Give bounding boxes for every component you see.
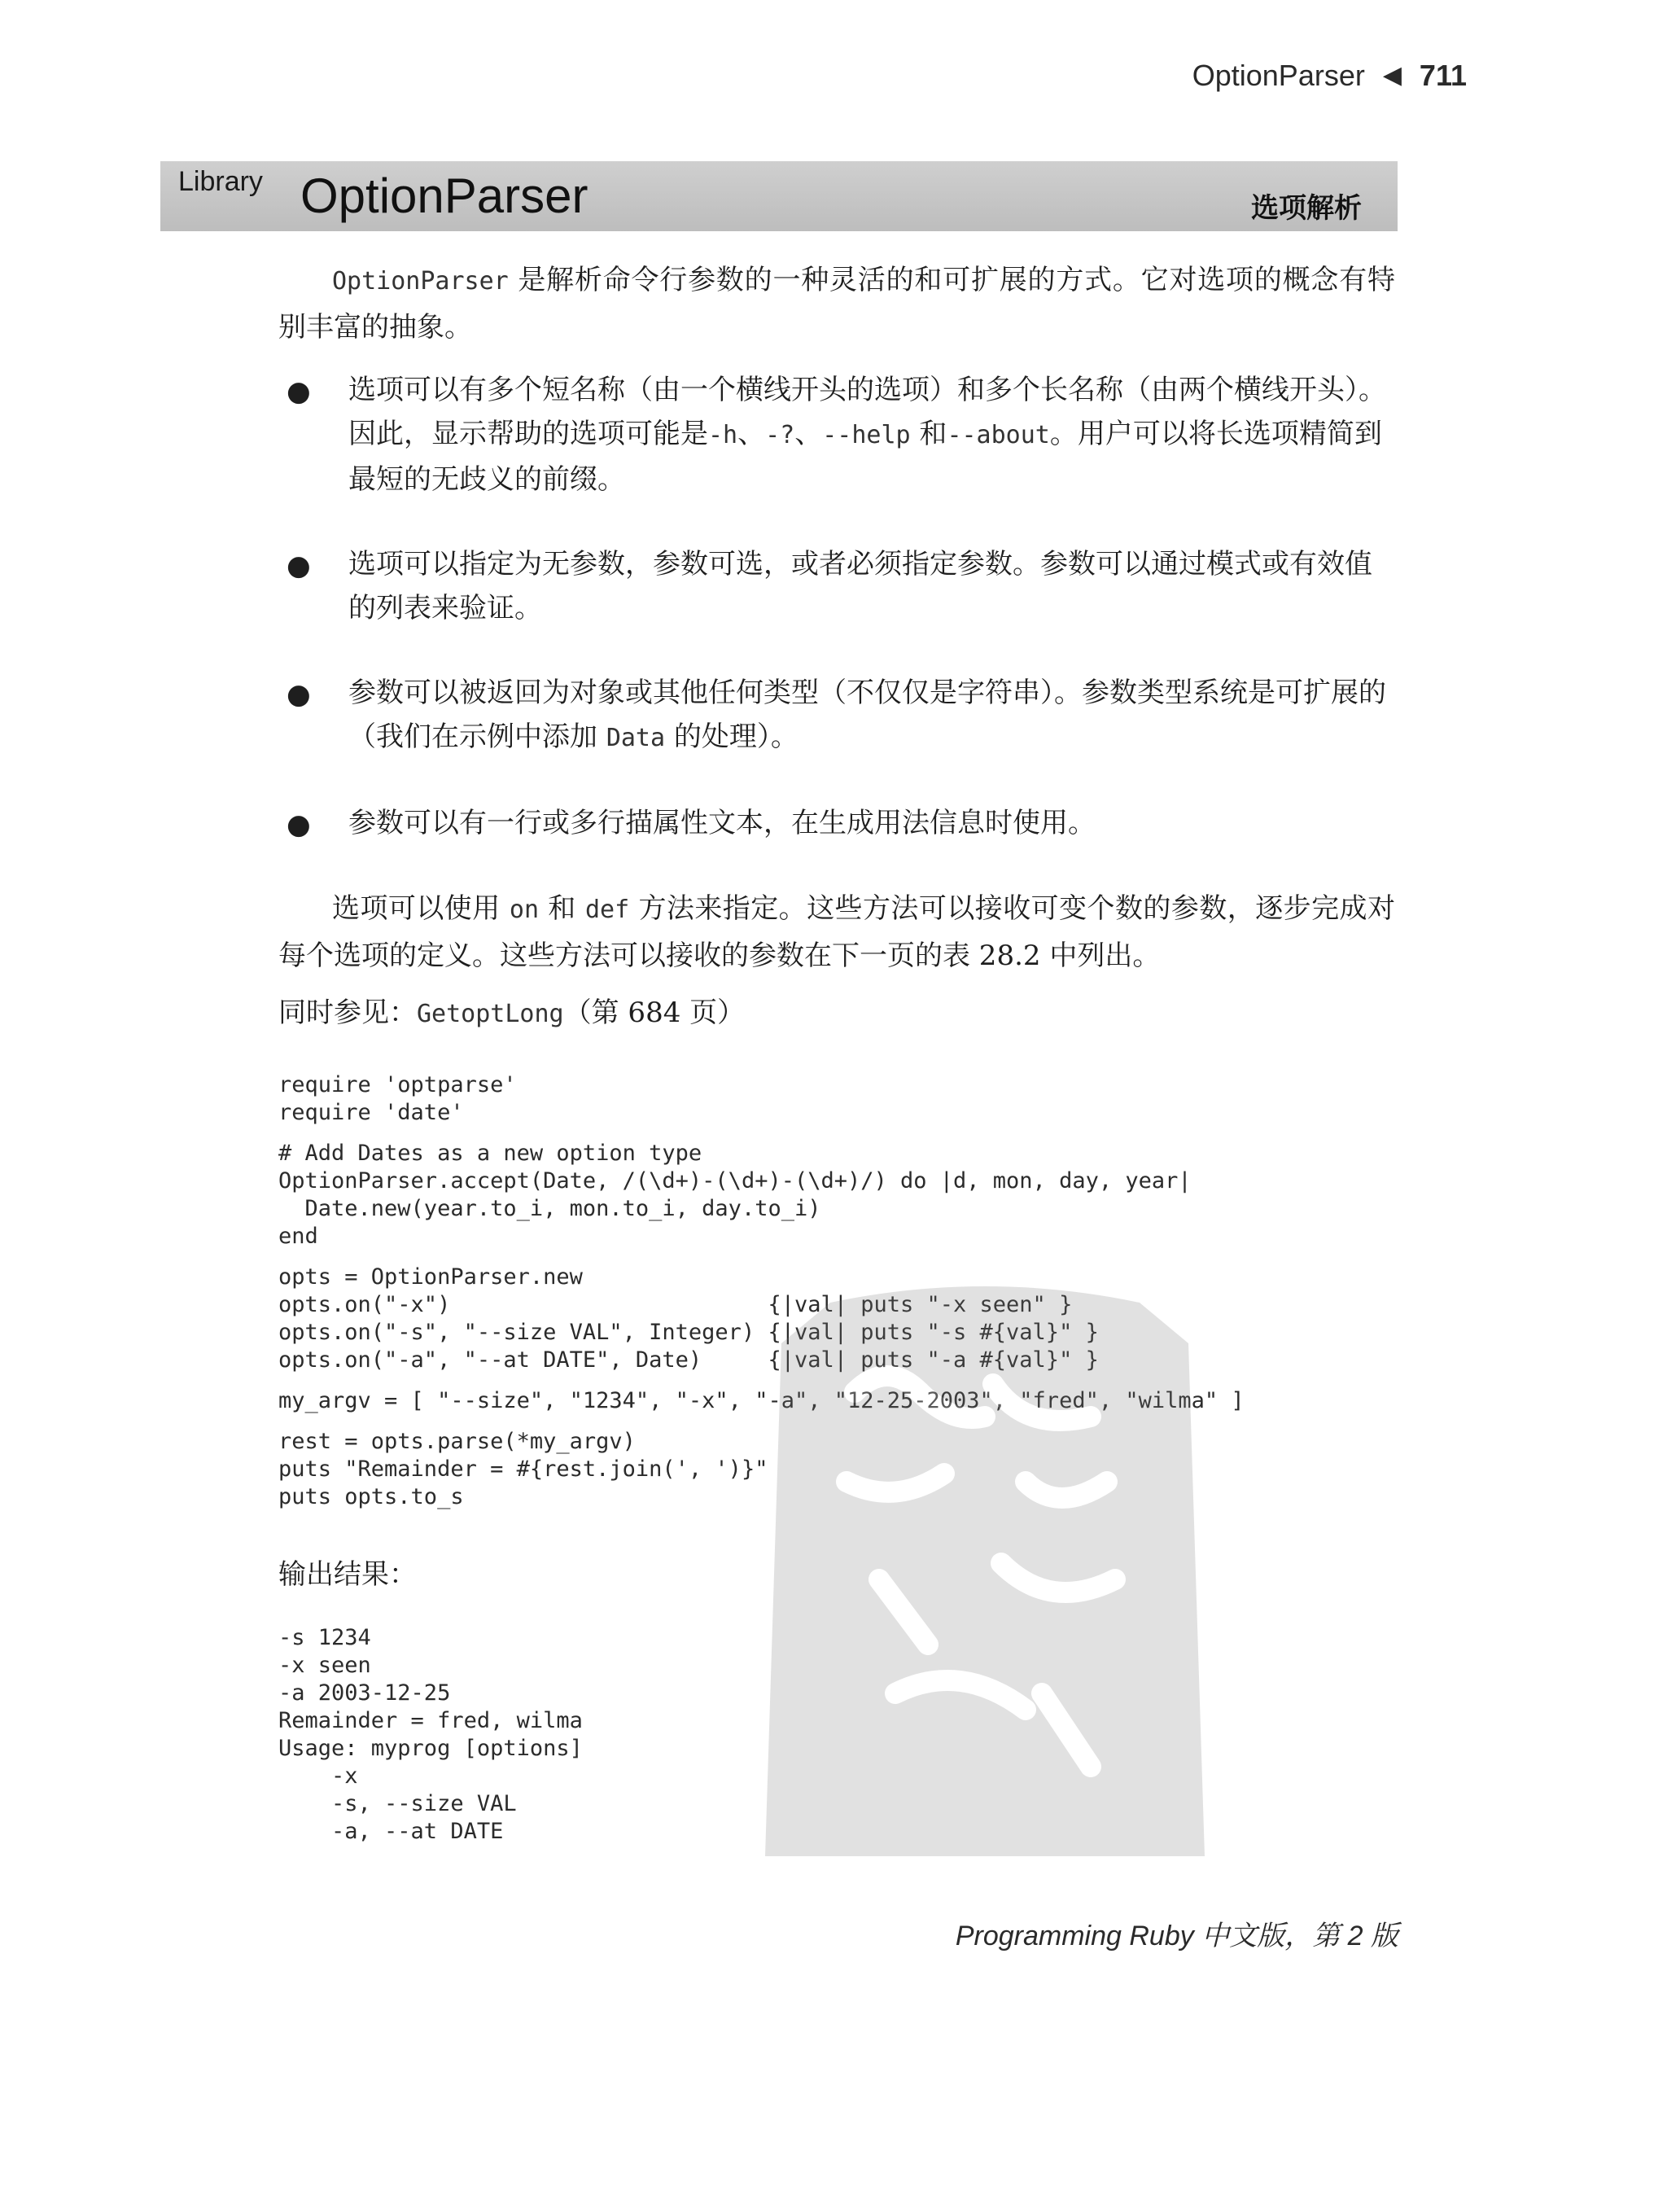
section-subtitle: 选项解析	[1251, 192, 1362, 225]
bullet-icon: ●	[287, 550, 311, 582]
see-also: 同时参见：GetoptLong（第 684 页）	[278, 996, 746, 1029]
output-listing: -s 1234 -x seen -a 2003-12-25 Remainder = fred, wilma Usage: myprog [options] -x -s, --size VAL -a, --at DATE	[278, 1625, 583, 1844]
running-header-title: OptionParser	[1192, 59, 1365, 92]
section-title: OptionParser	[300, 169, 588, 223]
inline-code: OptionParser	[332, 267, 509, 296]
code-parse: rest = opts.parse(*my_argv) puts "Remainder = #{rest.join(', ')}" puts opts.to_s	[278, 1429, 768, 1509]
running-header	[1192, 59, 1467, 93]
bullet-icon: ●	[287, 678, 311, 711]
intro-text: 是解析命令行参数的一种灵活的和可扩展的方式。它对选项的概念有特别丰富的抽象。	[278, 264, 1395, 344]
list-item: ● 选项可以指定为无参数，参数可选，或者必须指定参数。参数可以通过模式或有效值的列表来验证。	[278, 542, 1395, 630]
section-banner	[160, 161, 1398, 231]
code-requires: require 'optparse' require 'date'	[278, 1072, 517, 1125]
bullet-icon: ●	[287, 808, 311, 841]
code-options: opts = OptionParser.new opts.on("-x") {|val| puts "-x seen" } opts.on("-s", "--size VAL", Integer) {|val| puts "-s #{val}" } opts.on("-a", "--at DATE", Date) {|val| puts "-a #{val}" }	[278, 1264, 1099, 1373]
list-item: ● 参数可以被返回为对象或其他任何类型（不仅仅是字符串）。参数类型系统是可扩展的（我们在示例中添加 Data 的处理）。	[278, 671, 1395, 760]
code-listing	[278, 1071, 1395, 1511]
list-item: ● 选项可以有多个短名称（由一个横线开头的选项）和多个长名称（由两个横线开头）。因此，显示帮助的选项可能是-h、-?、--help 和--about。用户可以将长选项精简到最短的无歧义的前缀。	[278, 368, 1395, 502]
left-arrow-icon: ◀	[1382, 62, 1402, 89]
bullet-icon: ●	[287, 375, 311, 408]
methods-paragraph: 选项可以使用 on 和 def 方法来指定。这些方法可以接收可变个数的参数，逐步完成对每个选项的定义。这些方法可以接收的参数在下一页的表 28.2 中列出。	[278, 892, 1395, 972]
list-item: ● 参数可以有一行或多行描属性文本，在生成用法信息时使用。	[278, 801, 1395, 845]
page-content	[278, 257, 1395, 1846]
code-argv: my_argv = [ "--size", "1234", "-x", "-a", "12-25-2003", "fred", "wilma" ]	[278, 1388, 1245, 1413]
output-heading: 输出结果：	[278, 1558, 417, 1591]
code-accept-date: # Add Dates as a new option type OptionParser.accept(Date, /(\d+)-(\d+)-(\d+)/) do |d, mon, day, year| Date.new(year.to_i, mon.to_i, day.to_i) end	[278, 1141, 1192, 1249]
feature-list	[278, 368, 1395, 845]
intro-paragraph	[278, 257, 1395, 350]
library-tag: Library	[178, 166, 263, 197]
page-footer: Programming Ruby 中文版，第 2 版	[955, 1921, 1398, 1951]
page-number: 711	[1419, 59, 1467, 92]
